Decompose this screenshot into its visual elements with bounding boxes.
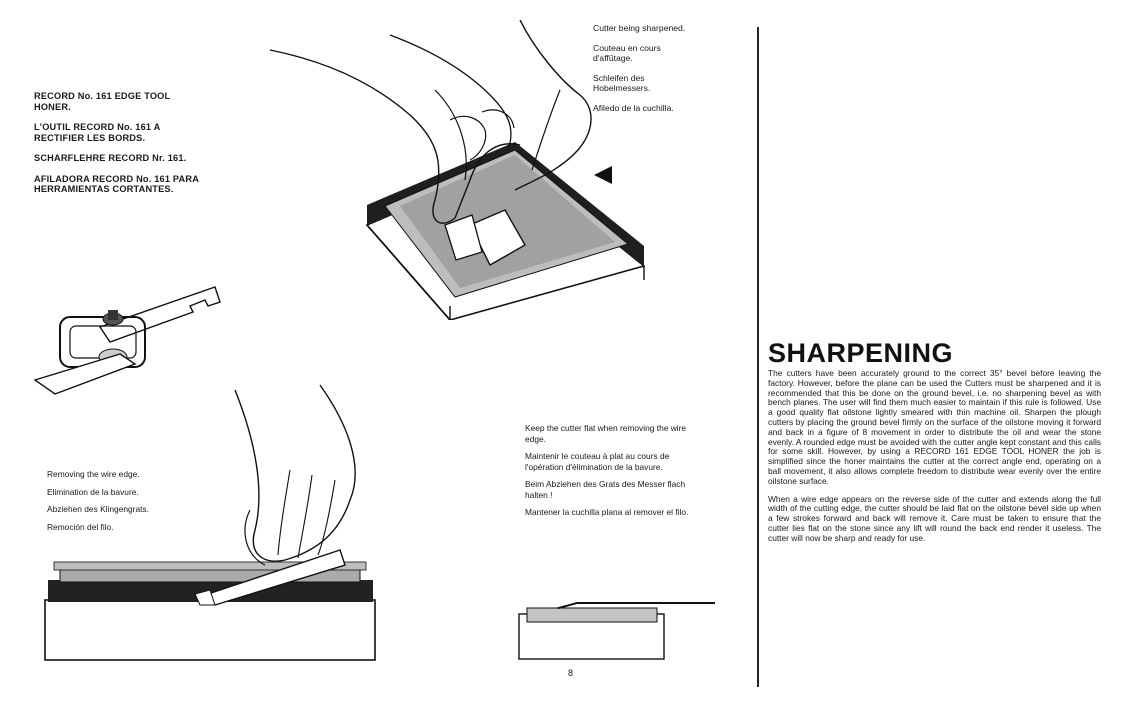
caption-es: Remoción del filo. <box>47 521 114 532</box>
caption-de: Abziehen des Klingengrats. <box>47 504 149 514</box>
caption-en: RECORD No. 161 EDGE TOOL HONER. <box>34 91 171 112</box>
side-view-illustration <box>515 596 715 664</box>
caption-de: Schleifen des Hobelmessers. <box>593 72 651 93</box>
caption-fr: Elimination de la bavure. <box>47 486 139 497</box>
sharpening-illustration <box>260 20 645 320</box>
left-captions <box>34 91 204 205</box>
caption-de: Beim Abziehen des Grats des Messer flach halten ! <box>525 479 686 500</box>
caption-es: AFILADORA RECORD No. 161 PARA HERRAMIENTAS CORTANTES. <box>34 173 199 194</box>
mid-right-captions <box>525 423 700 525</box>
caption-es: Afiledo de la cuchilla. <box>593 102 674 113</box>
paragraph: When a wire edge appears on the reverse side of the cutter and extends along the full width of the cutting edge, the cutter should be laid flat on the oilstone bevel side up when a few strokes forward and back will remove it. Care must be taken to ensure that the cutter lies flat on the stone since any lift will round the back end render it useless. The cutter will now be sharp and ready for use. <box>768 493 1101 543</box>
caption-fr: Maintenir le couteau à plat au cours de l'opération d'élimination de la bavure. <box>525 451 670 472</box>
body-text <box>768 369 1101 544</box>
caption-fr: L'OUTIL RECORD No. 161 A RECTIFIER LES BORDS. <box>34 122 161 143</box>
caption-en: Removing the wire edge. <box>47 469 140 479</box>
caption-en: Keep the cutter flat when removing the wire edge. <box>525 423 687 444</box>
page-number: 8 <box>568 668 574 678</box>
section-heading: SHARPENING <box>768 338 954 368</box>
caption-en: Cutter being sharpened. <box>593 23 686 33</box>
wire-edge-illustration <box>40 380 385 670</box>
caption-fr: Couteau en cours d'affûtage. <box>593 42 661 63</box>
paragraph: The cutters have been accurately ground to the correct 35° bevel before leaving the factory. However, before the plane can be used the Cutters must be sharpened and it is recommended that this be done on the ground bevel, i.e. no sharpening bevel as with bench planes. The user will find them much easier to maintain if this rule is followed. Use a good quality flat oilstone lightly smeared with thin machine oil. Sharpen the plough cutters by placing the ground bevel firmly on the surface of the oilstone moving it forward and back in a figure of 8 movement in order to distribute the oil and wear the stone evenly. A rounded edge must be avoided with the cutter angle kept constant and this calls for some skill. However, by using a RECORD 161 EDGE TOOL HONER the job is simplified since the honer maintains the cutter at the correct angle end, operating on a ball movement, it also allows complete freedom to distribute wear evenly over the entire oilstone surface. <box>768 368 1101 486</box>
caption-de: SCHARFLEHRE RECORD Nr. 161. <box>34 153 187 163</box>
caption-es: Mantener la cuchilla plana al remover el filo. <box>525 507 689 517</box>
column-divider <box>757 27 759 687</box>
